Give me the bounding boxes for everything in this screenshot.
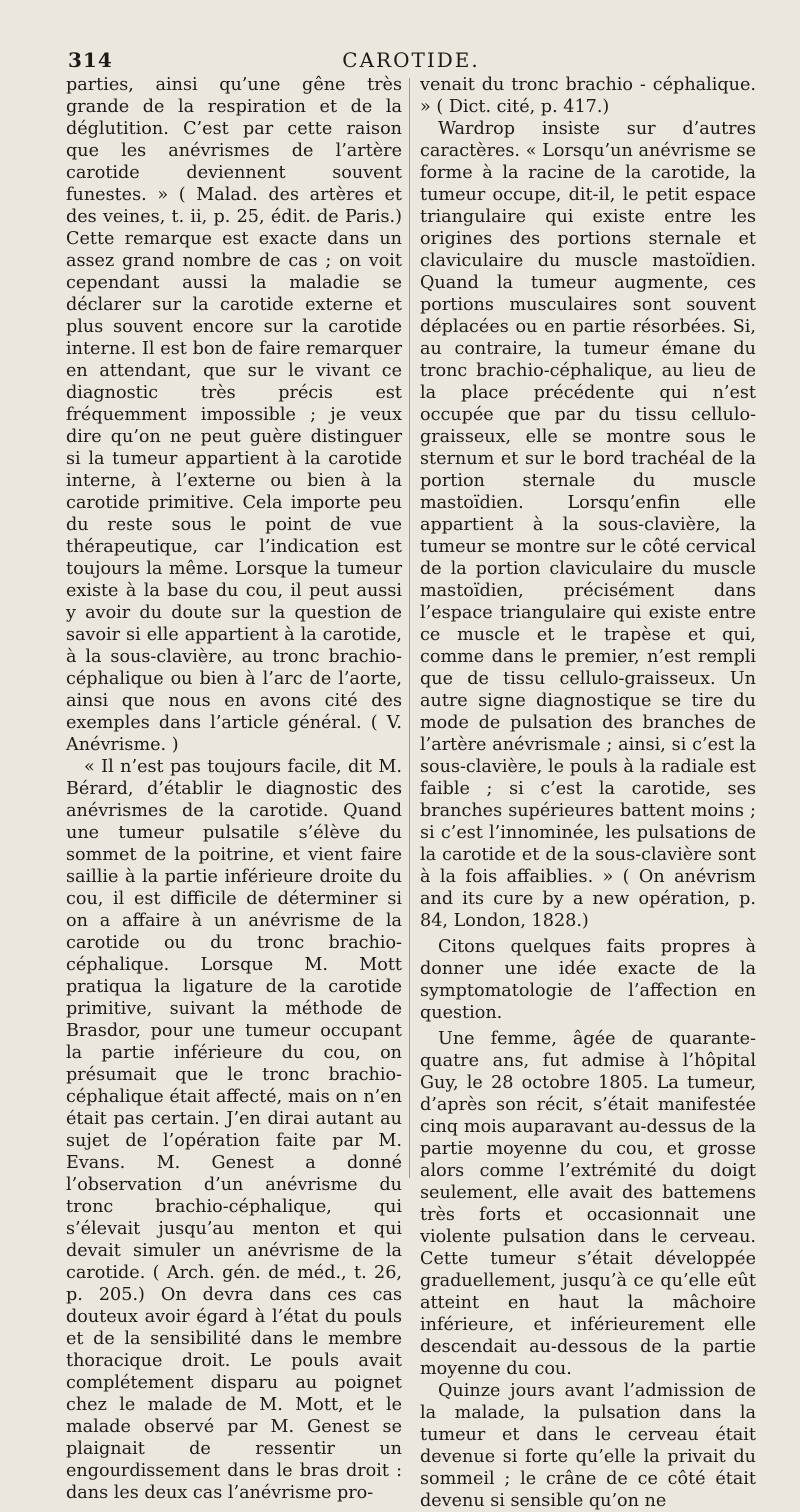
paragraph: parties, ainsi qu’une gêne très grande de la respiration et de la déglutition. C’est par cette raison que les anévrismes de l’artère carotide deviennent souvent funestes. » ( Malad. des artères et des veines, t. ii, p. 25, édit. de Paris.) Cette remarque est exacte dans un assez grand nombre de cas ; on voit cependant aussi la maladie se déclarer sur la carotide externe et plus souvent encore sur la carotide interne. Il est bon de faire remarquer en attendant, que sur le vivant ce diagnostic très précis est fréquemment impossible ; je veux dire qu’on ne peut guère distinguer si la tumeur appartient à la carotide interne, à l’externe ou bien à la carotide primitive. Cela importe peu du reste sous le point de vue thérapeutique, car l’indication est toujours la même. Lorsque la tumeur existe à la base du cou, il peut aussi y avoir du doute sur la question de savoir si elle appartient à la carotide, à la sous-clavière, au tronc brachio-céphalique ou bien à l’arc de l’aorte, ainsi que nous en avons cité des exemples dans l’article général. ( V. Anévrisme. ): [66, 75, 402, 755]
paragraph: venait du tronc brachio - céphalique. » ( Dict. cité, p. 417.): [420, 75, 756, 117]
left-column: [66, 74, 402, 1504]
paragraph: Une femme, âgée de quarante-quatre ans, fut admise à l’hôpital Guy, le 28 octobre 1805. La tumeur, d’après son récit, s’était manifestée cinq mois auparavant au-dessus de la partie moyenne du cou, et grosse alors comme l’extrémité du doigt seulement, elle avait des battemens très forts et occasionnait une violente pulsation dans le cerveau. Cette tumeur s’était développée graduellement, jusqu’à ce qu’elle eût atteint en haut la mâchoire inférieure, et inférieurement elle descendait au-dessous de la partie moyenne du cou.: [420, 1029, 756, 1379]
column-divider: [409, 78, 410, 1178]
paragraph: Wardrop insiste sur d’autres caractères. « Lorsqu’un anévrisme se forme à la racine de la carotide, la tumeur occupe, dit-il, le petit espace triangulaire qui existe entre les origines des portions sternale et claviculaire du muscle mastoïdien. Quand la tumeur augmente, ces portions musculaires sont souvent déplacées ou en partie résorbées. Si, au contraire, la tumeur émane du tronc brachio-céphalique, au lieu de la place précédente qui n’est occupée que par du tissu cellulo-graisseux, elle se montre sous le sternum et sur le bord trachéal de la portion sternale du muscle mastoïdien. Lorsqu’enfin elle appartient à la sous-clavière, la tumeur se montre sur le côté cervical de la portion claviculaire du muscle mastoïdien, précisément dans l’espace triangulaire qui existe entre ce muscle et le trapèse et qui, comme dans le premier, n’est rempli que de tissu cellulo-graisseux. Un autre signe diagnostique se tire du mode de pulsation des branches de l’artère anévrismale ; ainsi, si c’est la sous-clavière, le pouls à la radiale est faible ; si c’est la carotide, ses branches supérieures battent moins ; si c’est l’innominée, les pulsations de la carotide et de la sous-clavière sont à la fois affaiblies. » ( On anévrism and its cure by a new opération, p. 84, London, 1828.): [420, 119, 756, 931]
running-head: CAROTIDE.: [342, 48, 480, 72]
paragraph: « Il n’est pas toujours facile, dit M. Bérard, d’établir le diagnostic des anévrismes de la carotide. Quand une tumeur pulsatile s’élève du sommet de la poitrine, et vient faire saillie à la partie inférieure droite du cou, il est difficile de déterminer si on a affaire à un anévrisme de la carotide ou du tronc brachio-céphalique. Lorsque M. Mott pratiqua la ligature de la carotide primitive, suivant la méthode de Brasdor, pour une tumeur occupant la partie inférieure du cou, on présumait que le tronc brachio-céphalique était affecté, mais on n’en était pas certain. J’en dirai autant au sujet de l’opération faite par M. Evans. M. Genest a donné l’observation d’un anévrisme du tronc brachio-céphalique, qui s’élevait jusqu’au menton et qui devait simuler un anévrisme de la carotide. ( Arch. gén. de méd., t. 26, p. 205.) On devra dans ces cas douteux avoir égard à l’état du pouls et de la sensibilité dans le membre thoracique droit. Le pouls avait complétement disparu au poignet chez le malade de M. Mott, et le malade observé par M. Genest se plaignait de ressentir un engourdissement dans le bras droit : dans les deux cas l’anévrisme pro-: [66, 757, 402, 1503]
page-header: [68, 44, 754, 74]
paragraph: Quinze jours avant l’admission de la malade, la pulsation dans la tumeur et dans le cerveau était devenue si forte qu’elle la privait du sommeil ; le crâne de ce côté était devenu si sensible qu’on ne: [420, 1381, 756, 1511]
page-number: 314: [68, 48, 113, 72]
right-column: [420, 74, 756, 1512]
paragraph: Citons quelques faits propres à donner une idée exacte de la symptomatologie de l’affection en question.: [420, 937, 756, 1023]
